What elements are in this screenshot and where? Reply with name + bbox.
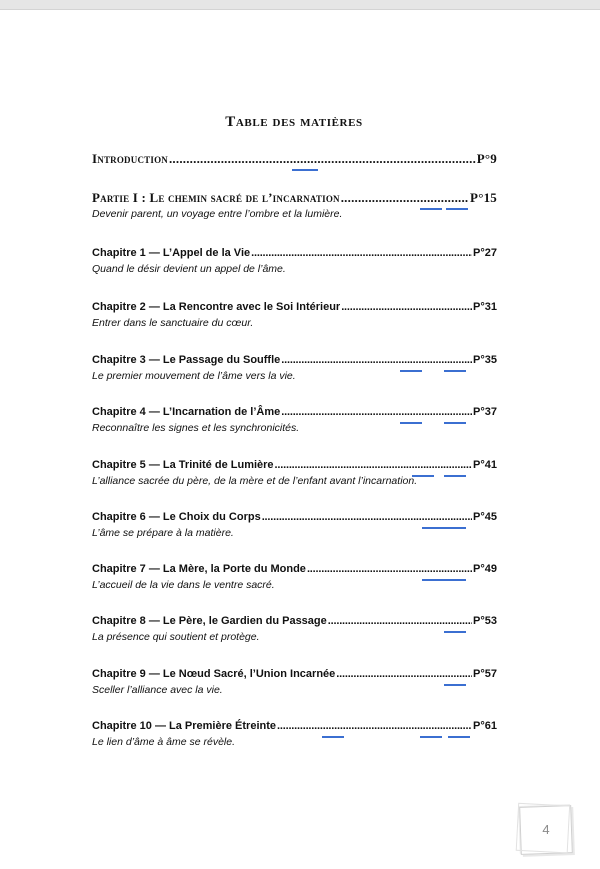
spellcheck-underline bbox=[420, 206, 442, 210]
toc-entry-page: P°31 bbox=[473, 301, 497, 313]
toc-entry-page: P°9 bbox=[476, 151, 497, 166]
toc-leader-dots bbox=[275, 457, 472, 473]
spellcheck-underline bbox=[422, 525, 466, 529]
toc-leader-dots bbox=[281, 352, 472, 368]
toc-entry-chapitre-5[interactable] bbox=[92, 457, 497, 488]
toc-entry-label: Chapitre 1 — L’Appel de la Vie bbox=[92, 247, 251, 259]
toc-entry-chapitre-4[interactable] bbox=[92, 404, 497, 435]
toc-entry-subtitle: Quand le désir devient un appel de l’âme. bbox=[92, 263, 286, 275]
toc-entry-subtitle: L’alliance sacrée du père, de la mère et de l’enfant avant l’incarnation. bbox=[92, 475, 418, 487]
toc-entry-introduction[interactable] bbox=[92, 151, 497, 167]
toc-entry-chapitre-8[interactable] bbox=[92, 613, 497, 644]
page-number: 4 bbox=[542, 822, 550, 837]
spellcheck-underline bbox=[400, 368, 422, 372]
toc-entry-label: Chapitre 10 — La Première Étreinte bbox=[92, 720, 277, 732]
toc-entry-chapitre-2[interactable] bbox=[92, 299, 497, 330]
toc-entry-label: Chapitre 8 — Le Père, le Gardien du Passage bbox=[92, 615, 327, 627]
toc-entry-subtitle: L’accueil de la vie dans le ventre sacré. bbox=[92, 579, 275, 591]
toc-entry-page: P°41 bbox=[473, 459, 497, 471]
toc-entry-page: P°37 bbox=[473, 406, 497, 418]
spellcheck-underline bbox=[444, 682, 466, 686]
page-number-frame bbox=[519, 805, 573, 855]
toc-entry-subtitle: Devenir parent, un voyage entre l’ombre et la lumière. bbox=[92, 208, 343, 220]
toc-leader-dots bbox=[328, 613, 472, 629]
spellcheck-underline bbox=[422, 577, 466, 581]
toc-entry-page: P°57 bbox=[473, 668, 497, 680]
toc-entry-subtitle: Sceller l’alliance avec la vie. bbox=[92, 684, 223, 696]
spellcheck-underline bbox=[322, 734, 344, 738]
toc-leader-dots bbox=[169, 151, 476, 167]
toc-title: Table des matières bbox=[225, 114, 363, 130]
toc-entry-chapitre-9[interactable] bbox=[92, 666, 497, 697]
toc-entry-page: P°53 bbox=[473, 615, 497, 627]
toc-entry-subtitle: La présence qui soutient et protège. bbox=[92, 631, 260, 643]
toc-entry-label: Partie I : Le chemin sacré de l’incarnation bbox=[92, 190, 340, 205]
spellcheck-underline bbox=[400, 420, 422, 424]
toc-leader-dots bbox=[307, 561, 472, 577]
toc-entry-page: P°49 bbox=[473, 563, 497, 575]
toc-entry-page: P°45 bbox=[473, 511, 497, 523]
document-page bbox=[0, 10, 600, 869]
spellcheck-underline bbox=[444, 629, 466, 633]
spellcheck-underline bbox=[446, 206, 468, 210]
toc-leader-dots bbox=[336, 666, 472, 682]
toc-entry-label: Chapitre 2 — La Rencontre avec le Soi Intérieur bbox=[92, 301, 341, 313]
toc-entry-chapitre-3[interactable] bbox=[92, 352, 497, 383]
spellcheck-underline bbox=[444, 368, 466, 372]
toc-leader-dots bbox=[341, 190, 469, 206]
toc-entry-chapitre-1[interactable] bbox=[92, 245, 497, 276]
toc-entry-page: P°15 bbox=[470, 190, 497, 205]
toc-leader-dots bbox=[281, 404, 472, 420]
toc-entry-page: P°61 bbox=[473, 720, 497, 732]
toc-entry-label: Chapitre 7 — La Mère, la Porte du Monde bbox=[92, 563, 306, 575]
toc-entry-label: Introduction bbox=[92, 151, 168, 166]
toc-entry-subtitle: Entrer dans le sanctuaire du cœur. bbox=[92, 317, 254, 329]
spellcheck-underline bbox=[420, 734, 442, 738]
toc-entry-label: Chapitre 5 — La Trinité de Lumière bbox=[92, 459, 274, 471]
toc-entry-subtitle: Reconnaître les signes et les synchronicités. bbox=[92, 422, 300, 434]
spellcheck-underline bbox=[444, 420, 466, 424]
toc-entry-subtitle: L’âme se prépare à la matière. bbox=[92, 527, 234, 539]
toc-entry-page: P°35 bbox=[473, 354, 497, 366]
spellcheck-underline bbox=[292, 167, 318, 171]
spellcheck-underline bbox=[448, 734, 470, 738]
toc-leader-dots bbox=[341, 299, 472, 315]
viewer-top-band bbox=[0, 0, 600, 10]
toc-entry-subtitle: Le premier mouvement de l’âme vers la vie. bbox=[92, 370, 296, 382]
toc-entry-label: Chapitre 4 — L’Incarnation de l’Âme bbox=[92, 406, 281, 418]
toc-leader-dots bbox=[277, 718, 472, 734]
toc-entry-label: Chapitre 3 — Le Passage du Souffle bbox=[92, 354, 281, 366]
toc-entry-page: P°27 bbox=[473, 247, 497, 259]
toc-leader-dots bbox=[251, 245, 472, 261]
spellcheck-underline bbox=[444, 473, 466, 477]
toc-entry-label: Chapitre 9 — Le Nœud Sacré, l’Union Incarnée bbox=[92, 668, 336, 680]
toc-leader-dots bbox=[262, 509, 472, 525]
toc-entry-label: Chapitre 6 — Le Choix du Corps bbox=[92, 511, 261, 523]
spellcheck-underline bbox=[412, 473, 434, 477]
toc-entry-subtitle: Le lien d’âme à âme se révèle. bbox=[92, 736, 235, 748]
